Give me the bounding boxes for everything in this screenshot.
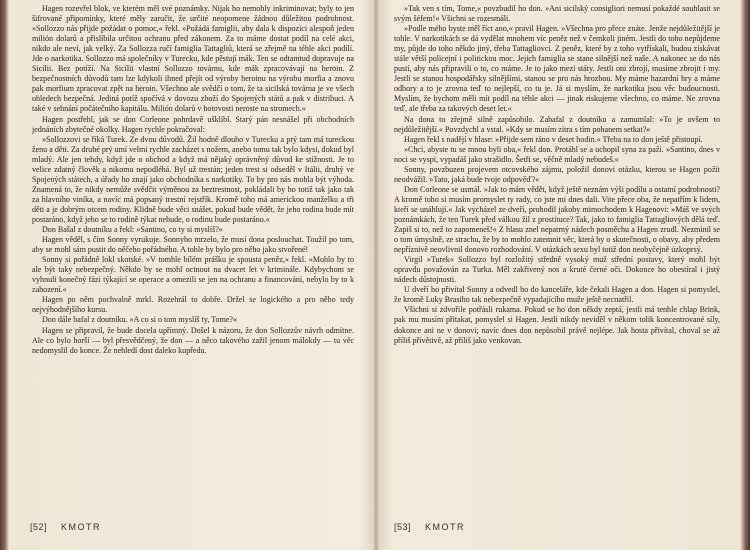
paragraph: Don Bašal z doutníku a řekl: »Santino, co ty si myslíš?« [42, 225, 223, 235]
paragraph: »Chci, abyste tu se mnou byli oba,« řekl don. Protáhl se a uchopil syna za paži. »Santino, dnes v noci se vyspi, vypadáš jako strašidlo. Šetři se, věčně mladý nebudeš.« [394, 144, 720, 164]
paragraph: Sonny si pořádně lokl skotské. »V tomhle bílém prášku je spousta peněz,« řekl. »Mohlo by to ale být taky nebezpečný. Někdo by se mohl octnout na dvacet let v kriminále. Kdybychom se vyhnuli konečný fázi týkající se operace a omezili se jen na ochranu a financování, nebylo by to k zahození.« [32, 255, 354, 295]
paragraph: Na dona to zřejmě silně zapůsobilo. Zabafal z doutníku a zamumlal: »To je ovšem to nejdůležitější.« Povzdychl a vstal. »Kdy se musím zítra s tím pohanem setkat?« [394, 114, 720, 134]
paragraph: Hagen řekl s nadějí v hlase: »Přijde sem ráno v deset hodin.« Třeba na to don ještě přistoupí. [404, 134, 703, 144]
left-page [10, 0, 370, 550]
running-head: KMOTR [425, 522, 466, 532]
paragraph: »Sollozzovi se říká Turek. Ze dvou důvodů. Žil hodně dlouho v Turecku a prý tam má tureckou ženu a děti. Za druhé prý umí velmi rychle zacházet s nožem, anebo tomu tak bylo kdysi, dokud byl mladý. Ale jen tehdy, když jde o obchod a když má nějaký oprávněný důvod ke stížnosti. Je to velice zdatný člověk a nikomu nepodléhá. Byl už trestán; jeden trest si odseděl v Itálii, druhý ve Spojených státech, a úřady ho znají jako obchodníka s narkotiky. To by pro nás mohla být výhoda. Znamená to, že nikdy nemůže svědčit výměnou za beztrestnost, pokládali by ho totiž tak jako tak za hlavního viníka, a navíc má popsaný trestní rejstřík. Kromě toho má americkou manželku a tři děti a je dobrým otcem rodiny. Klidně bude věci snášet, pokud bude vědět, že jeho rodina bude mít postaráno, když jeho se to rodině týkat nebude, o rodinu bude postaráno.« [32, 134, 354, 224]
paragraph: Sonny, povzbuzen projevem otcovského zájmu, položil donovi otázku, kterou se Hagen požít neodvážil. »Tato, jaká bude tvoje odpověď?« [394, 164, 720, 184]
right-page-text [394, 4, 720, 346]
paragraph: Don dále bafal z doutníku. »A co si o tom myslíš ty, Tome?« [42, 315, 237, 325]
left-page-text [32, 4, 354, 356]
page-number: [52] [30, 522, 48, 532]
running-head: KMOTR [61, 522, 102, 532]
paragraph: Všichni si zdvořile potřásli rukama. Pokud se ho don někdy zeptá, jestli má tenhle chlap Brink, pak mu musím přitakat, pomyslel si Hagen. Jestli nikdy neviděl v někom tolik koncentrované síly, dokonce ani ne v donovi; navíc dnes don nepůsobil právě nejlépe. Jak hosta přivítal, choval se až příliš přívětivě, až příliš jako venkovan. [394, 305, 720, 345]
paragraph: Don Corleone se usmál. »Jak to mám vědět, když ještě neznám výši podílu a ostatní podrobnosti? A kromě toho si musím promyslet ty rady, co jste mi dnes dali. Vite přece oba, že nepatřím k lidem, kteří se unáhlují.« Jak vycházel ze dveří, prohodil jakoby mimochodem k Hagenovi: »Máš ve svých poznámkách, že ten Turek před válkou žil z prostituce? Tak, jako to famiglia Tattagliových dělá teď. Zapiš si to, než to zapomeneš!« Z hlasu znel nepatrný nádech posměchu a Hagen zrudl. Nezmínil se o tom úmyslně, ze strachu, že by to mohlo zatemnit věc, která by o skutečnosti, o obavy, aby předem nepříznivě neovlivnil donovo rozhodování. V otázkách sexu byl totiž don neobyčejně úzkoprsý. [394, 184, 720, 255]
paragraph: Hagen rozevřel blok, ve kterém měl své poznámky. Nijak ho nemohly inkriminovat; byly to jen šifrované připomínky, které měly zaručit, že určité neopomene žádnou důležitou podrobnost. »Sollozzo nás přijde požádat o pomoc,« řekl. »Požádá famiglii, aby dala k dispozici alespoň jeden milión dolarů a přislíbila určitou ochranu před zákonem. Za to máme dostat podíl na celé akci, nikdo ale neví, jak velký. Za Sollozza ručí famiglia Tattagliů, která se zřejmě na téhle akci podílí. Jde o narkotika. Sollozzo má společníky v Turecku, kde pěstují mák. Ten se odtamtud dopravuje na Sicílii. Bez potíží. Na Sicílii vlastní Sollozzo továrnu, kde mák zpracovávají na heroin. Z bezpečnostních důvodů tam lze kdykoli ihned přejít od výroby heroinu na výrobu morfia a znovu pak morfium zpracovat zpět na heroin. Všechno ale svědčí o tom, že ta sicilská továrna je ve všech ohledech bezpečná. Jediná potíž spočívá v dovozu zboží do Spojených států a pak v distribuci. A také v sehnání počátečního kapitálu. Milión dolarů v hotovosti neroste na stromech.« [32, 4, 354, 114]
left-page-footer [30, 522, 111, 532]
paragraph: Hagen po něm pochvalně mrkl. Rozehrál to dobře. Držel se logického a pro něho tedy nejvýhodnějšího kursu. [32, 295, 354, 315]
paragraph: »Podle mého byste měl říct ano,« pravil Hagen. »Všechna pro přece znáte. Jenže nejdůležitější je tohle. V narkotikách se dá vydělat mnohem víc peněz než v čemkoli jiném. Jestli do toho nepůjdeme my, půjde do toho někdo jiný, třeba Tattagliovci. Z peněz, které by z toho vytřískali, budou získávat stále větší policejní i politickou moc. Jejich famiglia se stane silnější než naše. A nakonec se do nás pustí, aby nás připravili o to, co máme. Je to jako mezi státy. Jestli oni zbrojí, musíme zbrojit i my. Jestli se stanou hospodářsky silnějšími, stanou se pro nás hrozbou. My máme hazardní hry a máme odbory a to je zrovna teď to nejlepší, co tu je. Já si myslím, že narkotika jsou věc budoucnosti. Myslím, že bychom měli mít podíl na téhle akci — jinak riskujeme všechno, co máme. Ne zrovna teď, ale třeba za takových deset let.« [394, 24, 720, 114]
paragraph: »Tak ven s tím, Tome,« povzbudil ho don. »Ani sicilský consigliori nemusí pokaždé souhlasit se svým šéfem!« Všichni se rozesmáli. [394, 4, 720, 24]
right-page [380, 0, 740, 550]
right-page-footer [394, 522, 475, 532]
page-number: [53] [394, 522, 412, 532]
paragraph: Hagen se připravil, že bude docela upřímný. Došel k názoru, že don Sollozzův návrh odmítne. Ale co bylo horší — byl přesvědčený, že don — a něco takového zažil jenom málokdy — tu věc nedomyslil do konce. Že nehledí dost daleko kupředu. [32, 325, 354, 355]
paragraph: Hagen věděl, s čím Sonny vyrukuje. Sonnyho mrzelo, že musí dona poslouchat. Toužil po tom, aby se mohl sám pustit do něčeho pořádného. A tohle by bylo pro něho jako stvořené! [32, 235, 354, 255]
paragraph: U dveří ho přivítal Sonny a odvedl ho do kanceláře, kde čekali Hagen a don. Hagen si pomyslel, že kromě Luky Brasiho tak nebezpečně vypadajícího muže ještě neспatřil. [394, 285, 720, 305]
paragraph: Virgil »Turek« Sollozzo byl rozložitý středně vysoký muž střední postavy, který mohl být opravdu považován za Turka. Měl zakřivený nos a kruté černé oči. Dokonce ho obestíral i jistý nádech důstojnosti. [394, 255, 720, 285]
paragraph: Hagen postřehl, jak se don Corleone pohrdavě ušklíbl. Starý pán nesnášel při obchodních jednáních zbytečné okolky. Hagen rychle pokračoval: [32, 114, 354, 134]
